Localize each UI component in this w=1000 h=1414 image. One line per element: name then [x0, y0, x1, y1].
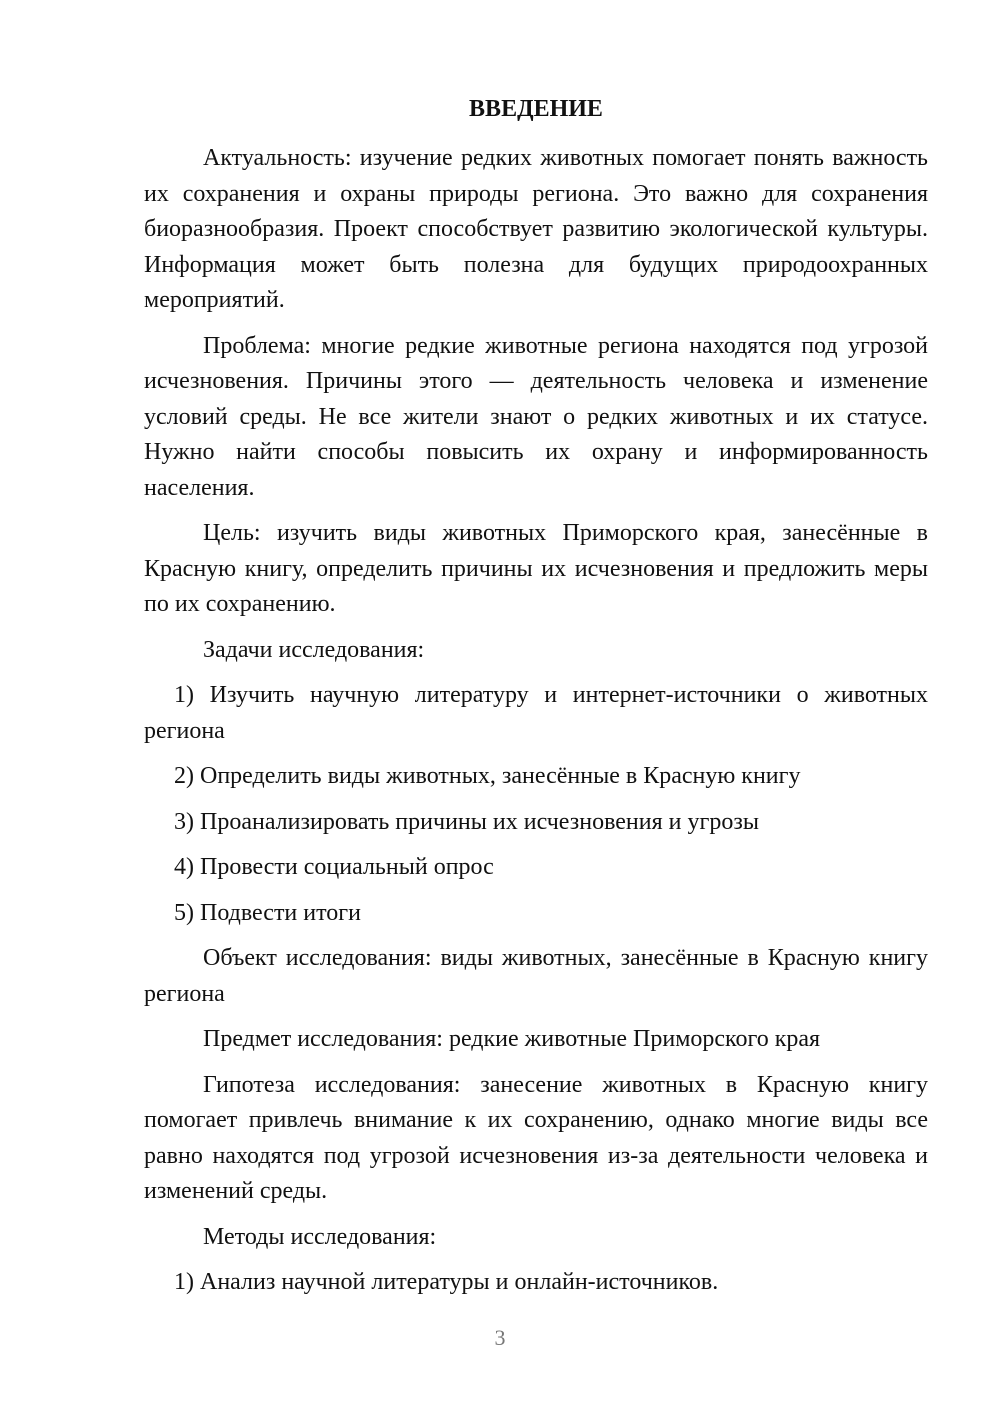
task-item: 2) Определить виды животных, занесённые в Красную книгу [174, 763, 801, 789]
task-item: 3) Проанализировать причины их исчезновения и угрозы [174, 808, 759, 835]
page-title: ВВЕДЕНИЕ [469, 96, 603, 122]
page-number: 3 [494, 1325, 506, 1350]
problem-paragraph: Проблема: многие редкие животные региона находятся под угрозой исчезновения. Причины этого — деятельность человека и изменение условий среды. Не все жители знают о редких животных и их статусе. Нужно найти способы повысить их охрану и информированность населения. [144, 332, 928, 501]
task-item: 4) Провести социальный опрос [174, 854, 494, 880]
task-item: 5) Подвести итоги [174, 899, 361, 926]
task-item: 1) Изучить научную литературу и интернет-источники о животных региона [144, 682, 928, 744]
methods-title: Методы исследования: [203, 1223, 437, 1250]
tasks-title: Задачи исследования: [203, 636, 425, 663]
document-body [144, 92, 928, 1311]
relevance-paragraph: Актуальность: изучение редких животных помогает понять важность их сохранения и охраны природы региона. Это важно для сохранения биоразнообразия. Проект способствует развитию экологической культуры. Информация может быть полезна для будущих природоохранных мероприятий. [144, 145, 928, 313]
hypothesis-paragraph: Гипотеза исследования: занесение животных в Красную книгу помогает привлечь внимание к их сохранению, однако многие виды все равно находятся под угрозой исчезновения из-за деятельности человека и изменений среды. [144, 1071, 928, 1204]
object-paragraph: Объект исследования: виды животных, занесённые в Красную книгу региона [144, 945, 928, 1007]
method-item: 1) Анализ научной литературы и онлайн-источников. [174, 1269, 719, 1295]
goal-paragraph: Цель: изучить виды животных Приморского края, занесённые в Красную книгу, определить причины их исчезновения и предложить меры по их сохранению. [144, 520, 928, 617]
subject-paragraph: Предмет исследования: редкие животные Приморского края [203, 1026, 821, 1052]
